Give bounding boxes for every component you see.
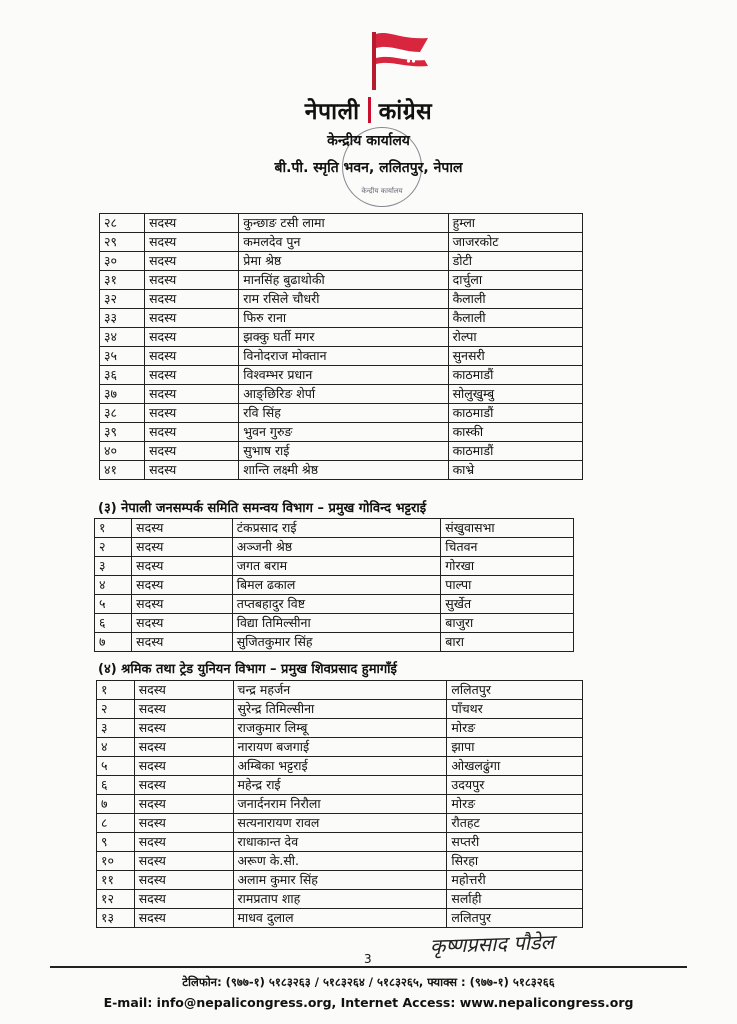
member-district: बाजुरा bbox=[441, 614, 574, 633]
member-name: तप्तबहादुर विष्ट bbox=[232, 595, 441, 614]
row-number: ३५ bbox=[100, 347, 145, 366]
member-role: सदस्य bbox=[132, 557, 233, 576]
table-row bbox=[100, 214, 583, 233]
member-name: रवि सिंह bbox=[239, 404, 448, 423]
party-name-left: नेपाली bbox=[304, 99, 360, 125]
member-role: सदस्य bbox=[134, 776, 233, 795]
member-name: अम्बिका भट्टराई bbox=[233, 757, 447, 776]
table-row bbox=[97, 776, 583, 795]
member-role: सदस्य bbox=[145, 271, 239, 290]
member-district: उदयपुर bbox=[447, 776, 583, 795]
members-table-2 bbox=[94, 518, 574, 652]
row-number: ५ bbox=[95, 595, 132, 614]
member-district: काठमाडौं bbox=[448, 366, 582, 385]
page-number: 3 bbox=[364, 952, 372, 966]
member-district: कैलाली bbox=[448, 290, 582, 309]
row-number: ८ bbox=[97, 814, 135, 833]
member-district: डोटी bbox=[448, 252, 582, 271]
member-name: सुभाष राई bbox=[239, 442, 448, 461]
table-row bbox=[95, 633, 574, 652]
office-title: केन्द्रीय कार्यालय bbox=[327, 133, 410, 149]
member-district: रौतहट bbox=[447, 814, 583, 833]
row-number: ३२ bbox=[100, 290, 145, 309]
party-name-divider bbox=[368, 97, 371, 123]
row-number: ४ bbox=[95, 576, 132, 595]
row-number: १३ bbox=[97, 909, 135, 928]
member-district: सर्लाही bbox=[447, 890, 583, 909]
section-heading-3: (३) नेपाली जनसम्पर्क समिति समन्वय विभाग – प्रमुख गोविन्द भट्टराई bbox=[98, 501, 427, 516]
member-district: सप्तरी bbox=[447, 833, 583, 852]
member-role: सदस्य bbox=[145, 290, 239, 309]
member-name: जनार्दनराम निरौला bbox=[233, 795, 447, 814]
member-name: अलाम कुमार सिंह bbox=[233, 871, 447, 890]
row-number: १२ bbox=[97, 890, 135, 909]
table-row bbox=[100, 404, 583, 423]
table-row bbox=[100, 423, 583, 442]
member-role: सदस्य bbox=[145, 347, 239, 366]
member-role: सदस्य bbox=[134, 795, 233, 814]
table-row bbox=[100, 328, 583, 347]
member-role: सदस्य bbox=[145, 252, 239, 271]
member-district: बारा bbox=[441, 633, 574, 652]
row-number: ३८ bbox=[100, 404, 145, 423]
member-role: सदस्य bbox=[132, 576, 233, 595]
table-row bbox=[97, 738, 583, 757]
party-name-right: कांग्रेस bbox=[378, 99, 433, 125]
member-district: मोरङ bbox=[447, 719, 583, 738]
row-number: १ bbox=[97, 681, 135, 700]
row-number: ३७ bbox=[100, 385, 145, 404]
row-number: ७ bbox=[95, 633, 132, 652]
member-role: सदस्य bbox=[145, 385, 239, 404]
member-role: सदस्य bbox=[134, 814, 233, 833]
member-name: विनोदराज मोक्तान bbox=[239, 347, 448, 366]
member-district: कैलाली bbox=[448, 309, 582, 328]
member-role: सदस्य bbox=[145, 233, 239, 252]
signature: कृष्णप्रसाद पौडेल bbox=[429, 929, 555, 959]
table-row bbox=[97, 681, 583, 700]
member-role: सदस्य bbox=[145, 423, 239, 442]
member-name: चन्द्र महर्जन bbox=[233, 681, 447, 700]
member-role: सदस्य bbox=[132, 633, 233, 652]
member-role: सदस्य bbox=[145, 214, 239, 233]
member-role: सदस्य bbox=[134, 681, 233, 700]
row-number: ३० bbox=[100, 252, 145, 271]
row-number: ६ bbox=[95, 614, 132, 633]
member-name: शान्ति लक्ष्मी श्रेष्ठ bbox=[239, 461, 448, 480]
member-name: विद्या तिमिल्सीना bbox=[232, 614, 441, 633]
member-name: राजकुमार लिम्बू bbox=[233, 719, 447, 738]
member-district: जाजरकोट bbox=[448, 233, 582, 252]
member-district: काभ्रे bbox=[448, 461, 582, 480]
member-district: झापा bbox=[447, 738, 583, 757]
footer-divider bbox=[50, 966, 687, 968]
table-row bbox=[97, 795, 583, 814]
section-heading-4: (४) श्रमिक तथा ट्रेड युनियन विभाग – प्रमुख शिवप्रसाद हुमागाँई bbox=[98, 662, 397, 677]
member-role: सदस्य bbox=[134, 700, 233, 719]
member-district: सिरहा bbox=[447, 852, 583, 871]
table-row bbox=[97, 814, 583, 833]
table-row bbox=[95, 538, 574, 557]
member-role: सदस्य bbox=[132, 538, 233, 557]
table-row bbox=[100, 366, 583, 385]
member-name: कमलदेव पुन bbox=[239, 233, 448, 252]
footer-contact: टेलिफोन: (९७७-१) ५१८३२६३ / ५१८३२६४ / ५१८३२६५, फ्याक्स : (९७७-१) ५१८३२६६ bbox=[182, 975, 555, 989]
member-role: सदस्य bbox=[145, 366, 239, 385]
member-name: विश्वम्भर प्रधान bbox=[239, 366, 448, 385]
member-role: सदस्य bbox=[132, 519, 233, 538]
table-row bbox=[100, 442, 583, 461]
table-row bbox=[95, 595, 574, 614]
member-district: रोल्पा bbox=[448, 328, 582, 347]
member-role: सदस्य bbox=[134, 719, 233, 738]
table-row bbox=[97, 909, 583, 928]
member-name: कुन्छाङ टसी लामा bbox=[239, 214, 448, 233]
table-row bbox=[100, 290, 583, 309]
member-name: भुवन गुरुङ bbox=[239, 423, 448, 442]
member-district: गोरखा bbox=[441, 557, 574, 576]
table-row bbox=[97, 719, 583, 738]
member-district: महोत्तरी bbox=[447, 871, 583, 890]
members-table-3 bbox=[96, 680, 583, 928]
member-name: सुजितकुमार सिंह bbox=[232, 633, 441, 652]
row-number: ३ bbox=[97, 719, 135, 738]
member-role: सदस्य bbox=[134, 890, 233, 909]
flag-pole bbox=[372, 32, 376, 90]
row-number: ७ bbox=[97, 795, 135, 814]
office-address: बी.पी. स्मृति भवन, ललितपुर, नेपाल bbox=[274, 160, 463, 176]
table-row bbox=[97, 833, 583, 852]
member-role: सदस्य bbox=[145, 404, 239, 423]
member-role: सदस्य bbox=[145, 309, 239, 328]
table-row bbox=[95, 519, 574, 538]
row-number: १० bbox=[97, 852, 135, 871]
member-name: आङ्छिरिङ शेर्पा bbox=[239, 385, 448, 404]
row-number: ३४ bbox=[100, 328, 145, 347]
party-flag-logo bbox=[370, 30, 430, 92]
member-role: सदस्य bbox=[134, 909, 233, 928]
member-district: ललितपुर bbox=[447, 909, 583, 928]
member-district: सुर्खेत bbox=[441, 595, 574, 614]
row-number: ६ bbox=[97, 776, 135, 795]
member-name: फिरु राना bbox=[239, 309, 448, 328]
row-number: ३९ bbox=[100, 423, 145, 442]
row-number: ९ bbox=[97, 833, 135, 852]
table-row bbox=[97, 757, 583, 776]
table-row bbox=[100, 461, 583, 480]
member-name: सुरेन्द्र तिमिल्सीना bbox=[233, 700, 447, 719]
member-name: अञ्जनी श्रेष्ठ bbox=[232, 538, 441, 557]
table-row bbox=[97, 871, 583, 890]
member-name: बिमल ढकाल bbox=[232, 576, 441, 595]
row-number: २ bbox=[95, 538, 132, 557]
member-district: दार्चुला bbox=[448, 271, 582, 290]
member-district: हुम्ला bbox=[448, 214, 582, 233]
member-district: कास्की bbox=[448, 423, 582, 442]
row-number: ५ bbox=[97, 757, 135, 776]
member-name: राधाकान्त देव bbox=[233, 833, 447, 852]
table-row bbox=[100, 347, 583, 366]
row-number: ४ bbox=[97, 738, 135, 757]
table-row bbox=[100, 385, 583, 404]
member-district: चितवन bbox=[441, 538, 574, 557]
row-number: ११ bbox=[97, 871, 135, 890]
stamp-text: केन्द्रीय कार्यालय bbox=[361, 187, 403, 195]
row-number: १ bbox=[95, 519, 132, 538]
footer-web: E-mail: info@nepalicongress.org, Internet Access: www.nepalicongress.org bbox=[103, 995, 634, 1010]
table-row bbox=[100, 233, 583, 252]
member-district: मोरङ bbox=[447, 795, 583, 814]
row-number: २८ bbox=[100, 214, 145, 233]
member-name: प्रेमा श्रेष्ठ bbox=[239, 252, 448, 271]
member-name: माधव दुलाल bbox=[233, 909, 447, 928]
table-row bbox=[100, 309, 583, 328]
member-name: जगत बराम bbox=[232, 557, 441, 576]
table-row bbox=[97, 852, 583, 871]
row-number: ४१ bbox=[100, 461, 145, 480]
member-name: सत्यनारायण रावल bbox=[233, 814, 447, 833]
member-role: सदस्य bbox=[145, 461, 239, 480]
member-district: सुनसरी bbox=[448, 347, 582, 366]
member-name: मानसिंह बुढाथोकी bbox=[239, 271, 448, 290]
row-number: ४० bbox=[100, 442, 145, 461]
member-district: सोलुखुम्बु bbox=[448, 385, 582, 404]
member-role: सदस्य bbox=[134, 871, 233, 890]
member-name: झक्कु घर्ती मगर bbox=[239, 328, 448, 347]
member-district: ललितपुर bbox=[447, 681, 583, 700]
member-name: टंकप्रसाद राई bbox=[232, 519, 441, 538]
table-row bbox=[97, 890, 583, 909]
member-role: सदस्य bbox=[134, 833, 233, 852]
member-role: सदस्य bbox=[145, 442, 239, 461]
member-name: रामप्रताप शाह bbox=[233, 890, 447, 909]
row-number: ३ bbox=[95, 557, 132, 576]
member-name: महेन्द्र राई bbox=[233, 776, 447, 795]
member-role: सदस्य bbox=[134, 757, 233, 776]
member-district: संखुवासभा bbox=[441, 519, 574, 538]
table-row bbox=[100, 271, 583, 290]
member-district: काठमाडौं bbox=[448, 404, 582, 423]
table-row bbox=[100, 252, 583, 271]
row-number: २ bbox=[97, 700, 135, 719]
table-row bbox=[95, 614, 574, 633]
member-role: सदस्य bbox=[134, 738, 233, 757]
table-row bbox=[97, 700, 583, 719]
member-district: काठमाडौं bbox=[448, 442, 582, 461]
member-district: पाँचथर bbox=[447, 700, 583, 719]
table-row bbox=[95, 557, 574, 576]
member-role: सदस्य bbox=[132, 614, 233, 633]
row-number: ३६ bbox=[100, 366, 145, 385]
party-name bbox=[0, 94, 737, 126]
member-name: अरूण के.सी. bbox=[233, 852, 447, 871]
member-role: सदस्य bbox=[134, 852, 233, 871]
member-district: पाल्पा bbox=[441, 576, 574, 595]
row-number: ३३ bbox=[100, 309, 145, 328]
table-row bbox=[95, 576, 574, 595]
member-district: ओखलढुंगा bbox=[447, 757, 583, 776]
member-role: सदस्य bbox=[145, 328, 239, 347]
member-role: सदस्य bbox=[132, 595, 233, 614]
members-table-1 bbox=[99, 213, 583, 480]
member-name: राम रसिले चौधरी bbox=[239, 290, 448, 309]
row-number: ३१ bbox=[100, 271, 145, 290]
member-name: नारायण बजगाई bbox=[233, 738, 447, 757]
row-number: २९ bbox=[100, 233, 145, 252]
